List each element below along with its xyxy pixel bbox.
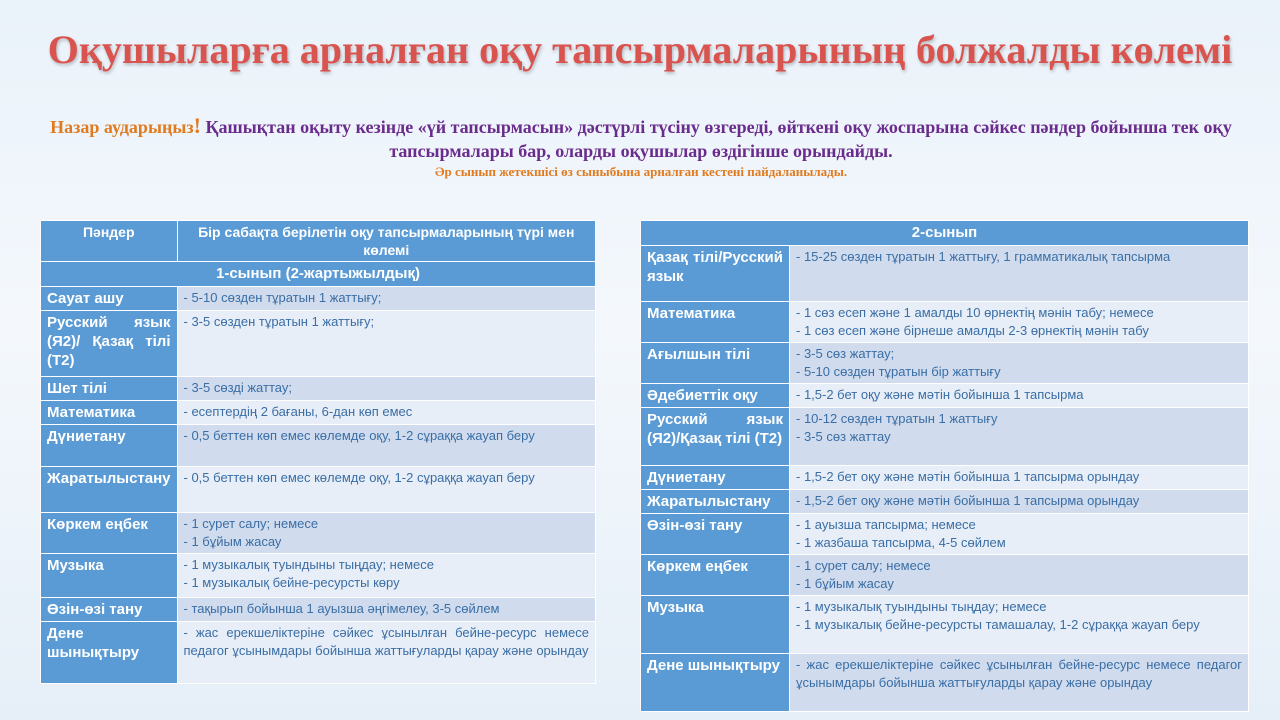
tasks-cell bbox=[177, 554, 595, 598]
column-header-tasks: Бір сабақта берілетін оқу тапсырмаларының түрі мен көлемі bbox=[177, 221, 595, 262]
task-line: - 0,5 беттен көп емес көлемде оқу, 1-2 сұраққа жауап беру bbox=[183, 470, 535, 485]
task-line: - 10-12 сөзден тұратын 1 жаттығу bbox=[796, 411, 998, 426]
table-row bbox=[641, 384, 1249, 408]
table-row bbox=[641, 246, 1249, 302]
notice-subnote: Әр сынып жетекшісі өз сыныбына арналған кестені пайдаланылады. bbox=[434, 164, 848, 179]
table-row bbox=[641, 302, 1249, 343]
tasks-cell bbox=[177, 377, 595, 401]
table-row bbox=[641, 654, 1249, 712]
task-line: - 15-25 сөзден тұратын 1 жаттығу, 1 грамматикалық тапсырма bbox=[796, 249, 1171, 264]
notice-lead: Назар аударыңыз bbox=[50, 117, 194, 137]
tasks-cell bbox=[790, 555, 1249, 596]
grade1-band: 1-сынып (2-жартыжылдық) bbox=[41, 262, 596, 287]
table-row bbox=[641, 466, 1249, 490]
grade2-table bbox=[640, 220, 1249, 712]
task-line: - 1 сөз есеп және 1 амалды 10 өрнектің мәнін табу; немесе bbox=[796, 305, 1154, 320]
table-row bbox=[41, 425, 596, 467]
table-row bbox=[641, 514, 1249, 555]
subject-cell: Жаратылыстану bbox=[641, 490, 790, 514]
task-line: - 1,5-2 бет оқу және мәтін бойынша 1 тапсырма bbox=[796, 387, 1084, 402]
table-row bbox=[641, 343, 1249, 384]
subject-cell: Сауат ашу bbox=[41, 287, 178, 311]
subject-cell: Математика bbox=[41, 401, 178, 425]
tasks-cell bbox=[177, 513, 595, 554]
task-line: - 1 музыкалық туындыны тыңдау; немесе bbox=[796, 599, 1047, 614]
task-line: - жас ерекшеліктеріне сәйкес ұсынылған бейне-ресурс немесе педагог ұсынымдары бойынша жаттығуларды қарау және орындау bbox=[183, 625, 589, 658]
subject-cell: Дүниетану bbox=[41, 425, 178, 467]
tasks-cell bbox=[790, 343, 1249, 384]
task-line: - тақырып бойынша 1 ауызша әңгімелеу, 3-5 сөйлем bbox=[183, 601, 500, 616]
table-row bbox=[41, 287, 596, 311]
subject-cell: Ағылшын тілі bbox=[641, 343, 790, 384]
task-line: - 1 сурет салу; немесе bbox=[183, 516, 319, 531]
grade1-table bbox=[40, 220, 596, 684]
table-row bbox=[41, 401, 596, 425]
grade1-band-row bbox=[41, 262, 596, 287]
subject-cell: Музыка bbox=[641, 596, 790, 654]
tasks-cell bbox=[790, 514, 1249, 555]
task-line: - 3-5 сөзден тұратын 1 жаттығу; bbox=[183, 314, 375, 329]
tasks-cell bbox=[177, 622, 595, 684]
table-row bbox=[641, 408, 1249, 466]
subject-cell: Дене шынықтыру bbox=[641, 654, 790, 712]
task-line: - 1 жазбаша тапсырма, 4-5 сөйлем bbox=[796, 535, 1006, 550]
task-line: - 1 музыкалық бейне-ресурсты көру bbox=[183, 575, 400, 590]
table-row bbox=[41, 554, 596, 598]
page-title: Оқушыларға арналған оқу тапсырмаларының болжалды көлемі bbox=[47, 27, 1233, 72]
grade1-header-row bbox=[41, 221, 596, 262]
subject-cell: Өзін-өзі тану bbox=[41, 598, 178, 622]
task-line: - 1,5-2 бет оқу және мәтін бойынша 1 тапсырма орындау bbox=[796, 469, 1140, 484]
notice bbox=[36, 114, 1246, 163]
task-line: - 3-5 сөз жаттау bbox=[796, 429, 891, 444]
table-row bbox=[41, 311, 596, 377]
grade2-band-row bbox=[641, 221, 1249, 246]
task-line: - 0,5 беттен көп емес көлемде оқу, 1-2 сұраққа жауап беру bbox=[183, 428, 535, 443]
task-line: - 1 музыкалық бейне-ресурсты тамашалау, 1-2 сұраққа жауап беру bbox=[796, 617, 1200, 632]
subject-cell: Русский язык (Я2)/Қазақ тілі (Т2) bbox=[641, 408, 790, 466]
table-row bbox=[41, 622, 596, 684]
subject-cell: Қазақ тілі/Русский язык bbox=[641, 246, 790, 302]
task-line: - есептердің 2 бағаны, 6-дан көп емес bbox=[183, 404, 413, 419]
task-line: - 1,5-2 бет оқу және мәтін бойынша 1 тапсырма орындау bbox=[796, 493, 1140, 508]
subject-cell: Дене шынықтыру bbox=[41, 622, 178, 684]
table-row bbox=[41, 467, 596, 513]
subject-cell: Дүниетану bbox=[641, 466, 790, 490]
table-row bbox=[641, 596, 1249, 654]
task-line: - 1 сурет салу; немесе bbox=[796, 558, 931, 573]
table-row bbox=[41, 598, 596, 622]
grade2-band: 2-сынып bbox=[641, 221, 1249, 246]
tasks-cell bbox=[790, 490, 1249, 514]
task-line: - 3-5 сөзді жаттау; bbox=[183, 380, 292, 395]
subject-cell: Русский язык (Я2)/ Қазақ тілі (Т2) bbox=[41, 311, 178, 377]
subject-cell: Әдебиеттік оқу bbox=[641, 384, 790, 408]
tasks-cell bbox=[790, 408, 1249, 466]
task-line: - жас ерекшеліктеріне сәйкес ұсынылған бейне-ресурс немесе педагог ұсынымдары бойынша жаттығуларды қарау және орындау bbox=[796, 657, 1242, 690]
tasks-cell bbox=[790, 384, 1249, 408]
tasks-cell bbox=[177, 425, 595, 467]
subject-cell: Жаратылыстану bbox=[41, 467, 178, 513]
notice-exclamation: ! bbox=[193, 113, 201, 138]
tasks-cell bbox=[177, 311, 595, 377]
subject-cell: Музыка bbox=[41, 554, 178, 598]
tasks-cell bbox=[177, 287, 595, 311]
table-row bbox=[41, 513, 596, 554]
subject-cell: Математика bbox=[641, 302, 790, 343]
task-line: - 3-5 сөз жаттау; bbox=[796, 346, 895, 361]
tasks-cell bbox=[790, 654, 1249, 712]
notice-body: Қашықтан оқыту кезінде «үй тапсырмасын» дәстүрлі түсіну өзгереді, өйткені оқу жоспарына сәйкес пәндер бойынша тек оқу тапсырмалары бар, оларды оқушылар өздігінше орындайды. bbox=[200, 117, 1232, 161]
column-header-subjects: Пәндер bbox=[41, 221, 178, 262]
tasks-cell bbox=[177, 598, 595, 622]
tasks-cell bbox=[177, 401, 595, 425]
subject-cell: Өзін-өзі тану bbox=[641, 514, 790, 555]
subject-cell: Шет тілі bbox=[41, 377, 178, 401]
task-line: - 5-10 сөзден тұратын бір жаттығу bbox=[796, 364, 1001, 379]
tasks-cell bbox=[790, 302, 1249, 343]
table-row bbox=[41, 377, 596, 401]
subject-cell: Көркем еңбек bbox=[641, 555, 790, 596]
table-row bbox=[641, 555, 1249, 596]
table-row bbox=[641, 490, 1249, 514]
task-line: - 1 ауызша тапсырма; немесе bbox=[796, 517, 976, 532]
task-line: - 1 сөз есеп және бірнеше амалды 2-3 өрнектің мәнін табу bbox=[796, 323, 1149, 338]
task-line: - 1 музыкалық туындыны тыңдау; немесе bbox=[183, 557, 434, 572]
tasks-cell bbox=[790, 466, 1249, 490]
task-line: - 5-10 сөзден тұратын 1 жаттығу; bbox=[183, 290, 382, 305]
tasks-cell bbox=[790, 246, 1249, 302]
tasks-cell bbox=[790, 596, 1249, 654]
tasks-cell bbox=[177, 467, 595, 513]
subject-cell: Көркем еңбек bbox=[41, 513, 178, 554]
task-line: - 1 бұйым жасау bbox=[183, 534, 282, 549]
task-line: - 1 бұйым жасау bbox=[796, 576, 894, 591]
